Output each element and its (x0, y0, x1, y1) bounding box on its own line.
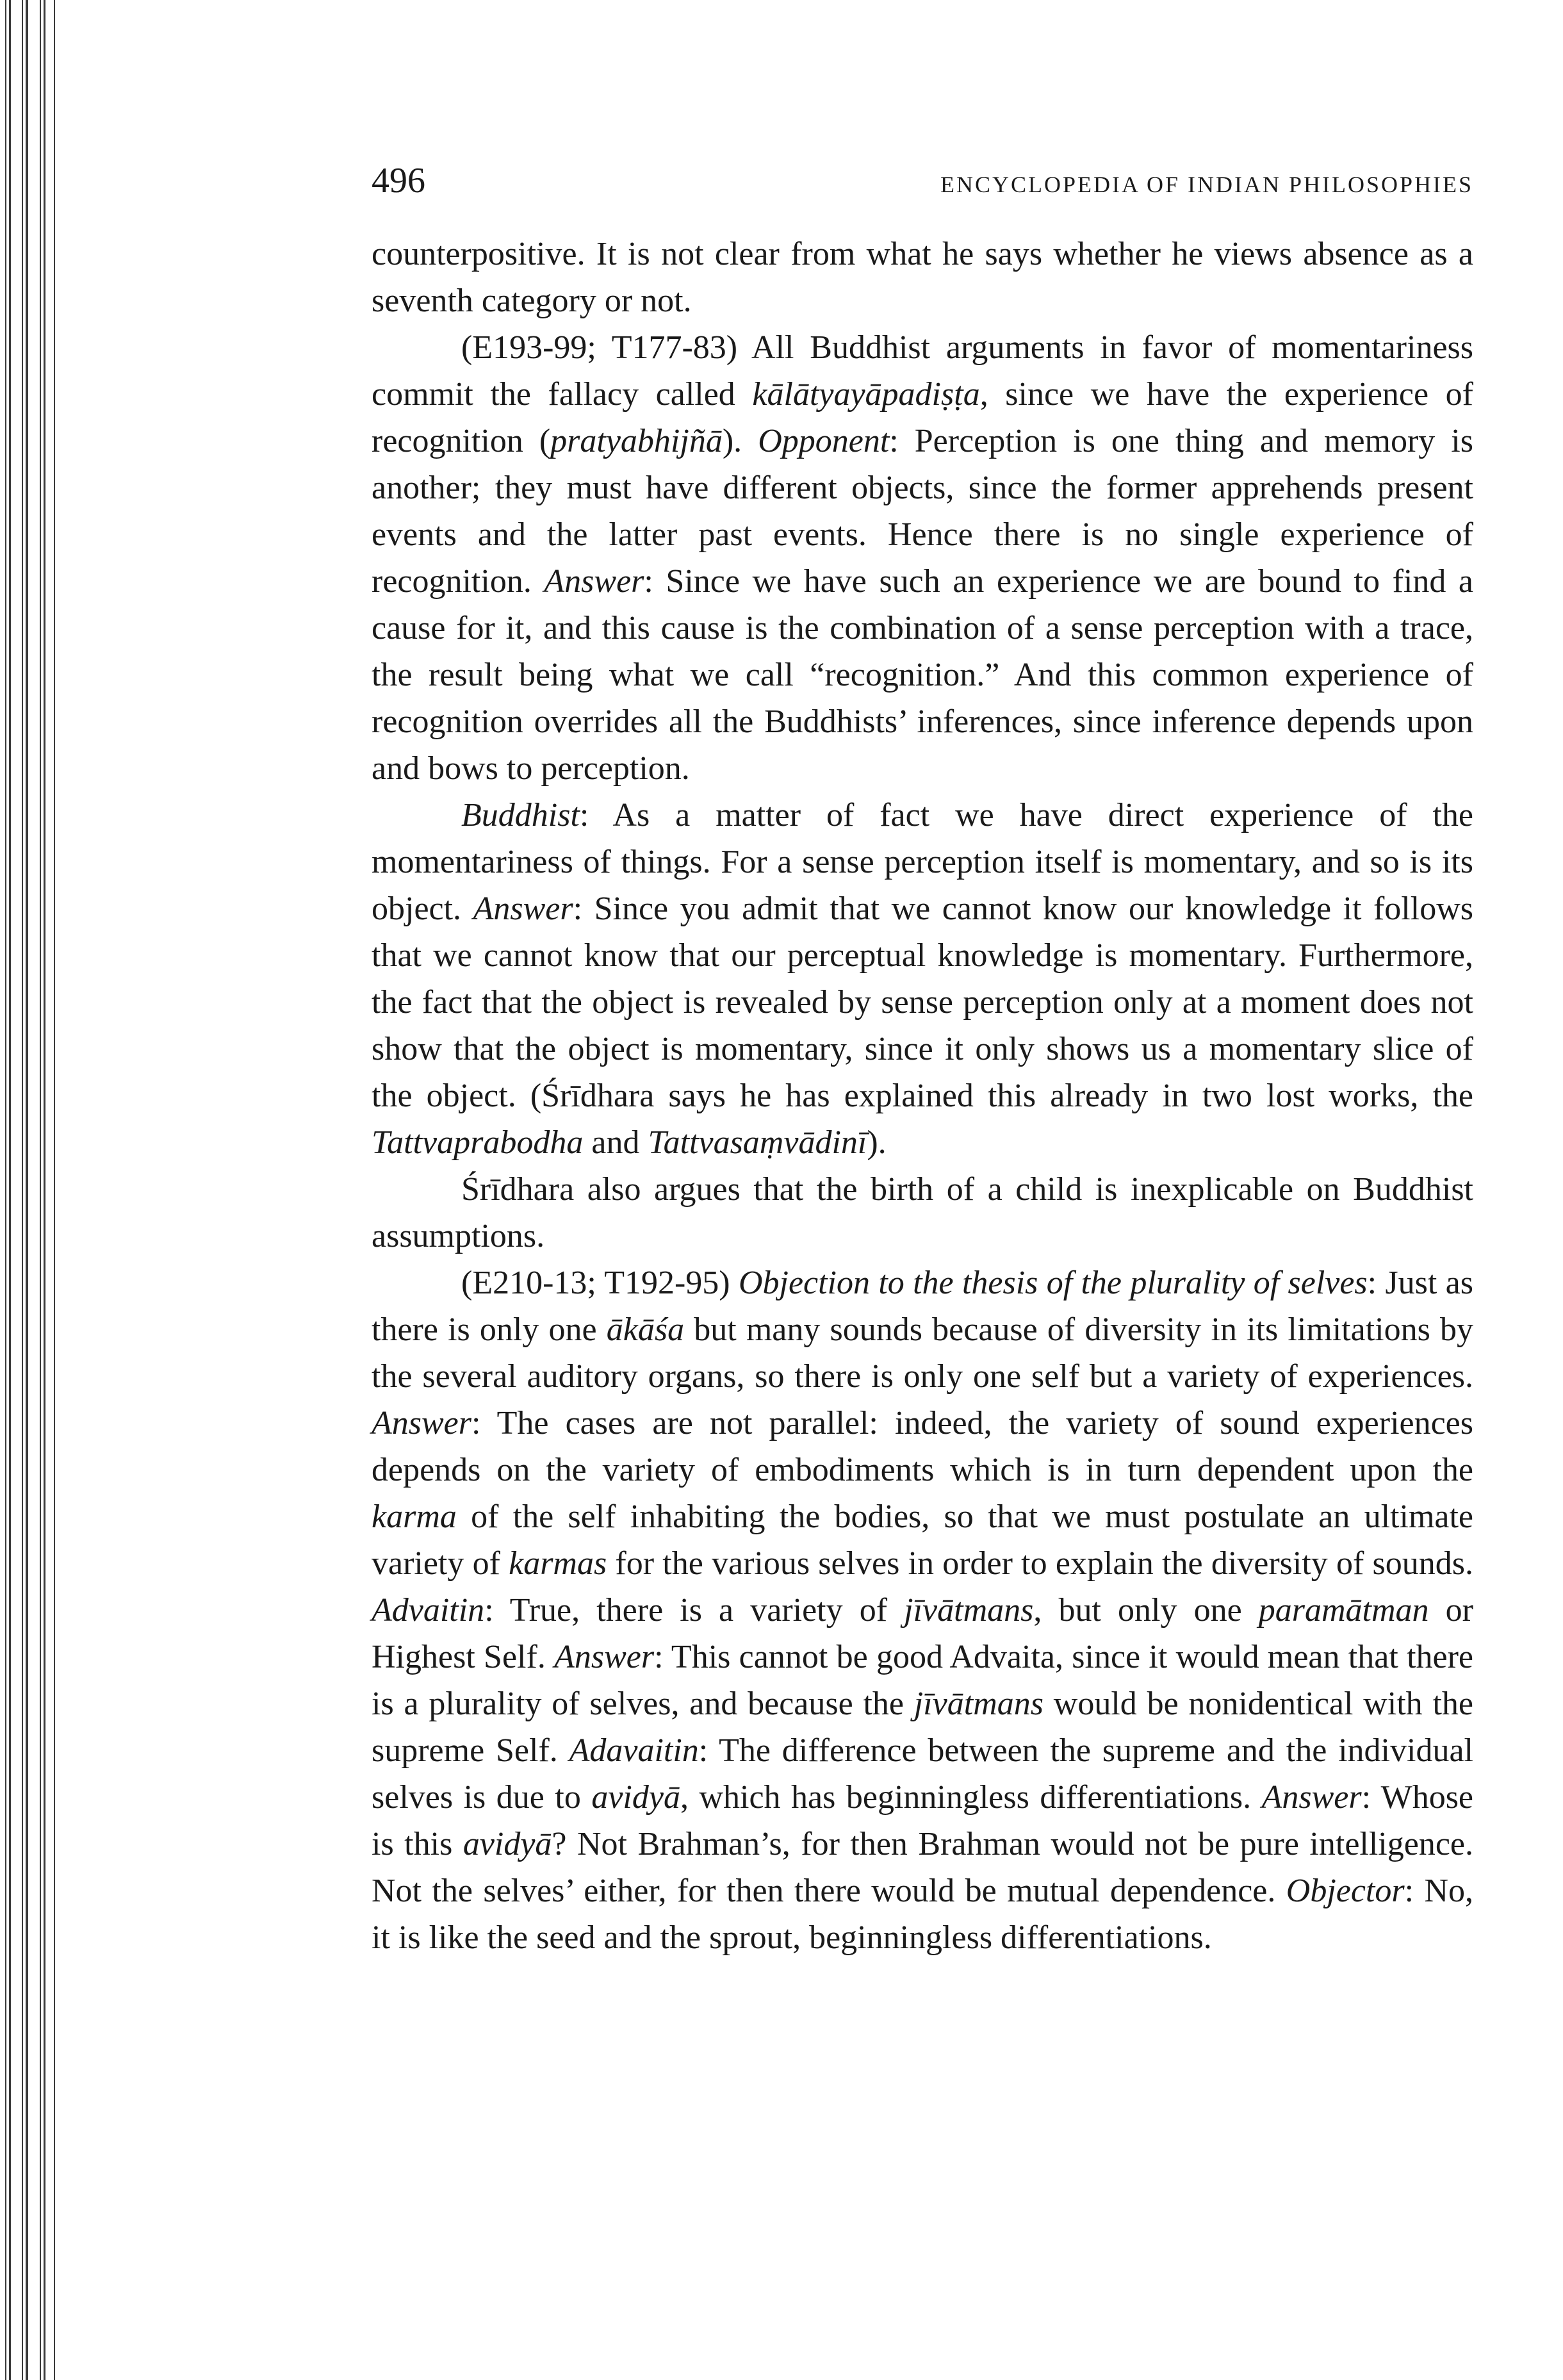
italic-term: paramātman (1258, 1592, 1429, 1629)
text-run: (E193-99; T177-83) All Buddhist arguments in favor of momentariness commit the fallacy called (372, 329, 1473, 413)
italic-term: Tattvasaṃvādinī (648, 1124, 867, 1161)
text-run: : No, it is like the seed and the sprout, beginningless differentiations. (372, 1873, 1474, 1956)
text-run: and (583, 1124, 648, 1161)
text-run: or Highest Self. (372, 1592, 1473, 1675)
italic-term: Tattvaprabodha (372, 1124, 584, 1161)
italic-term: ākāśa (606, 1311, 685, 1348)
italic-term: kālātyayāpadiṣṭa (752, 376, 980, 413)
text-run: , but only one (1033, 1592, 1259, 1629)
italic-term: Buddhist (461, 797, 580, 833)
binding-margin (0, 0, 58, 2380)
text-run: : Since we have such an experience we are bound to find a cause for it, and this cause is the combination of a sense perception with a trace, the result being what we call “recognition.” And this common experience of recognition overrides all the Buddhists’ inferences, since inference depends upon and bows to perception. (372, 563, 1473, 787)
text-run: : True, there is a variety of (484, 1592, 904, 1629)
italic-term: Advaitin (372, 1592, 485, 1629)
italic-term: jīvātmans (904, 1592, 1034, 1629)
paragraph (372, 324, 1473, 792)
italic-term: Adavaitin (569, 1732, 699, 1769)
italic-term: Opponent (758, 423, 890, 459)
italic-term: Answer (372, 1405, 471, 1441)
text-run: for the various selves in order to explain the diversity of sounds. (607, 1545, 1473, 1582)
paragraph (372, 792, 1473, 1166)
text-run: , which has beginningless differentiations. (680, 1779, 1262, 1816)
text-run: : Perception is one thing and memory is another; they must have different objects, since the former apprehends present events and the latter past events. Hence there is no single experience of recognition. (372, 423, 1473, 600)
text-run: ). (722, 423, 758, 459)
italic-term: Answer (554, 1639, 655, 1675)
text-run: of the self inhabiting the bodies, so that we must postulate an ultimate variety of (372, 1498, 1473, 1582)
text-run: : The cases are not parallel: indeed, the variety of sound experiences depends on the variety of embodiments which is in turn dependent upon the (372, 1405, 1473, 1488)
paragraph (372, 231, 1473, 324)
italic-term: avidyā (462, 1826, 552, 1862)
italic-term: karma (372, 1498, 457, 1535)
text-run: , since we have the experience of recognition ( (372, 376, 1473, 459)
italic-term: jīvātmans (913, 1686, 1043, 1722)
text-run: would be nonidentical with the supreme Self. (372, 1686, 1473, 1769)
italic-term: karmas (509, 1545, 607, 1582)
book-page (372, 160, 1473, 1961)
text-run: (E210-13; T192-95) (461, 1265, 739, 1301)
italic-term: Answer (473, 890, 573, 927)
text-run: ). (867, 1124, 887, 1161)
text-run: Śrīdhara also argues that the birth of a child is inexplicable on Buddhist assumptions. (372, 1171, 1473, 1254)
page-header (372, 160, 1473, 231)
running-head: ENCYCLOPEDIA OF INDIAN PHILOSOPHIES (940, 172, 1473, 197)
text-run: ? Not Brahman’s, for then Brahman would not be pure intelligence. Not the selves’ either, for then there would be mutual dependence. (372, 1826, 1473, 1909)
text-run: : The difference between the supreme and the individual selves is due to (372, 1732, 1473, 1816)
text-run: : Whose is this (372, 1779, 1474, 1862)
text-run: but many sounds because of diversity in its limitations by the several auditory organs, so there is only one self but a variety of experiences. (372, 1311, 1473, 1395)
italic-term: Answer (1261, 1779, 1362, 1816)
text-run: : Since you admit that we cannot know our knowledge it follows that we cannot know that our perceptual knowledge is momentary. Furthermore, the fact that the object is revealed by sense perception only at a moment does not show that the object is momentary, since it only shows us a momentary slice of the object. (Śrīdhara says he has explained this already in two lost works, the (372, 890, 1473, 1114)
page-number: 496 (372, 161, 425, 201)
text-run: : This cannot be good Advaita, since it would mean that there is a plurality of selves, and because the (372, 1639, 1474, 1722)
italic-term: pratyabhijñā (550, 423, 723, 459)
italic-term: Objector (1286, 1873, 1405, 1909)
body-text (372, 231, 1473, 1961)
text-run: counterpositive. It is not clear from what he says whether he views absence as a seventh category or not. (372, 236, 1473, 319)
text-run: : Just as there is only one (372, 1265, 1473, 1348)
paragraph (372, 1166, 1473, 1260)
italic-term: avidyā (591, 1779, 680, 1816)
paragraph (372, 1260, 1473, 1961)
italic-term: Objection to the thesis of the plurality of selves (738, 1265, 1368, 1301)
text-run: : As a matter of fact we have direct experience of the momentariness of things. For a sense perception itself is momentary, and so is its object. (372, 797, 1473, 927)
italic-term: Answer (544, 563, 644, 600)
